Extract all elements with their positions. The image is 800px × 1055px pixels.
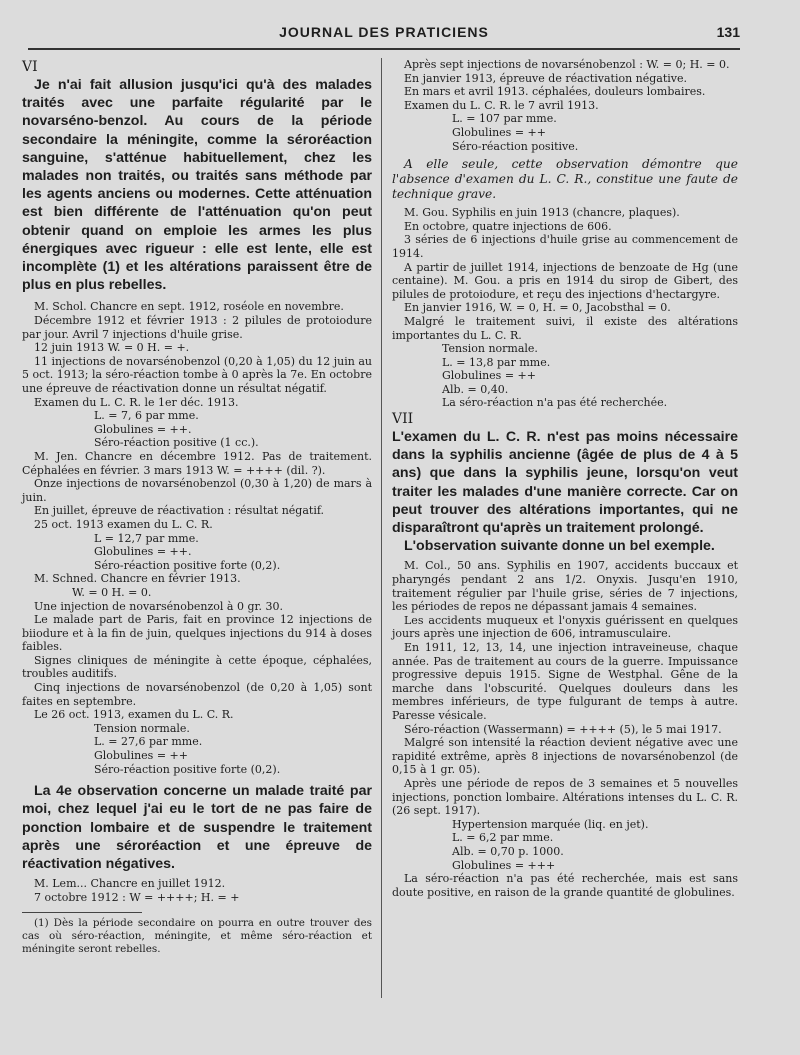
csf-value: L. = 27,6 par mme. bbox=[94, 735, 203, 749]
case-line: M. Col., 50 ans. Syphilis en 1907, accidents buccaux et pharyngés pendant 2 ans 1/2. Onyxis. Jusqu'en 1910, traitement régulier par l'huile grise, séries de 7 injections, les périodes de repos ne dépassant jamais 4 semaines. bbox=[392, 559, 738, 614]
case-line: Une injection de novarsénobenzol à 0 gr. 30. bbox=[34, 599, 284, 613]
fourth-observation-paragraph: La 4e observation concerne un malade traité par moi, chez lequel j'ai eu le tort de ne pas faire de ponction lombaire et de suspendre le traitement après une séroréaction et une épreuve de réactivation négatives. bbox=[22, 783, 372, 873]
case-line: En 1911, 12, 13, 14, une injection intraveineuse, chaque année. Pas de traitement au cours de la guerre. Impuissance progressive depuis 1915. Signe de Westphal. Gêne de la marche dans l'obscurité. Quelques douleurs dans les membres inférieurs, de type fulgurant de temps à autre. Paresse vésicale. bbox=[392, 641, 738, 723]
case-line: Malgré le traitement suivi, il existe des altérations importantes du L. C. R. bbox=[392, 314, 738, 342]
case-line: 12 juin 1913 W. = 0 H. = +. bbox=[34, 341, 190, 355]
case-line: Séro-réaction (Wassermann) = ++++ (5), le 5 mai 1917. bbox=[404, 722, 722, 736]
csf-value: L. = 13,8 par mme. bbox=[442, 355, 551, 369]
case-line: M. Jen. Chancre en décembre 1912. Pas de traitement. Céphalées en février. 3 mars 1913 W. = ++++ (dil. ?). bbox=[22, 449, 372, 477]
case-line: M. Gou. Syphilis en juin 1913 (chancre, plaques). bbox=[404, 206, 680, 220]
observation-conclusion: A elle seule, cette observation démontre que l'absence d'examen du L. C. R., constitue une faute de technique grave. bbox=[392, 157, 738, 202]
column-divider bbox=[381, 58, 382, 998]
csf-value: Hypertension marquée (liq. en jet). bbox=[452, 817, 649, 831]
csf-value: La séro-réaction n'a pas été recherchée. bbox=[442, 396, 668, 410]
case-line: Cinq injections de novarsénobenzol (de 0,20 à 1,05) sont faites en septembre. bbox=[22, 681, 372, 708]
csf-value: W. = 0 H. = 0. bbox=[72, 585, 152, 599]
section-vii-intro: L'examen du L. C. R. n'est pas moins nécessaire dans la syphilis ancienne (âgée de plus de 4 à 5 ans) que dans la syphilis jeune, lorsqu'on veut traiter les malades d'une manière correcte. Car on peut trouver des altérations importantes, qui ne disparaîtront qu'après un traitement prolongé. bbox=[392, 429, 738, 537]
case-line: Malgré son intensité la réaction devient négative avec une rapidité extrême, après 8 injections de novarsénobenzol (de 0,15 à 1 gr. 05). bbox=[392, 736, 738, 777]
csf-value: Tension normale. bbox=[94, 721, 190, 735]
csf-value: Globulines = ++ bbox=[442, 369, 536, 383]
case-line: Signes cliniques de méningite à cette époque, céphalées, troubles auditifs. bbox=[22, 653, 372, 681]
section-numeral-vii: VII bbox=[392, 411, 414, 428]
case-line: Le 26 oct. 1913, examen du L. C. R. bbox=[34, 708, 234, 722]
footnote: (1) Dès la période secondaire on pourra en outre trouver des cas où séro-réaction, méningite, et même séro-réaction et méningite seront rebelles. bbox=[22, 917, 372, 956]
case-line: Le malade part de Paris, fait en province 12 injections de biiodure et à la fin de juin, quelques injections du 914 à doses faibles. bbox=[22, 613, 372, 654]
csf-value: Séro-réaction positive (1 cc.). bbox=[94, 436, 259, 450]
csf-value: Tension normale. bbox=[442, 342, 538, 356]
case-line: 11 injections de novarsénobenzol (0,20 à 1,05) du 12 juin au 5 oct. 1913; la séro-réaction tombe à 0 après la 7e. En octobre une épreuve de réactivation donne un résultat négatif. bbox=[22, 354, 372, 395]
csf-value: Séro-réaction positive forte (0,2). bbox=[94, 558, 281, 572]
page-number: 131 bbox=[716, 24, 740, 40]
case-line: En octobre, quatre injections de 606. bbox=[404, 219, 612, 233]
case-line: A partir de juillet 1914, injections de benzoate de Hg (une centaine). M. Gou. a pris en 1914 du sirop de Gibert, des pilules de protoiodure, et reçu des injections d'hectargyre. bbox=[392, 260, 738, 301]
case-line: Onze injections de novarsénobenzol (0,30 à 1,20) de mars à juin. bbox=[22, 477, 372, 504]
section-vi-intro: Je n'ai fait allusion jusqu'ici qu'à des malades traités avec une parfaite régularité par le novarséno-benzol. Au cours de la période secondaire la méningite, comme la séroréaction sanguine, s'atténue habituellement, chez les malades non traités, ou traités sans méthode par les agents anciens ou modernes. Cette atténuation est bien différente de l'atténuation qu'on peut obtenir quand on emploie les armes les plus énergiques avec rigueur : elle est lente, elle est incomplète (1) et les altérations paraissent être de plus en plus rebelles. bbox=[22, 77, 372, 294]
section-numeral-vi: VI bbox=[22, 59, 38, 75]
header-rule bbox=[28, 48, 740, 50]
csf-value: Séro-réaction positive forte (0,2). bbox=[94, 762, 281, 776]
case-line: 3 séries de 6 injections d'huile grise au commencement de 1914. bbox=[392, 233, 738, 260]
left-column bbox=[22, 58, 372, 956]
case-line: M. Lem... Chancre en juillet 1912. bbox=[34, 877, 226, 891]
case-line: Les accidents muqueux et l'onyxis guérissent en quelques jours après une injection de 606, intramusculaire. bbox=[392, 613, 738, 641]
csf-value: L. = 6,2 par mme. bbox=[452, 831, 554, 845]
case-line: Après une période de repos de 3 semaines et 5 nouvelles injections, ponction lombaire. Altérations intenses du L. C. R. (26 sept. 1917). bbox=[392, 776, 738, 818]
section-vii-intro-2: L'observation suivante donne un bel exemple. bbox=[404, 538, 715, 555]
case-line: En janvier 1916, W. = 0, H. = 0, Jacobsthal = 0. bbox=[404, 301, 671, 315]
running-header bbox=[28, 24, 740, 46]
journal-title: JOURNAL DES PRATICIENS bbox=[279, 24, 489, 40]
case-line: 25 oct. 1913 examen du L. C. R. bbox=[34, 517, 213, 531]
csf-value: Globulines = ++ bbox=[94, 749, 188, 763]
right-column bbox=[392, 58, 738, 899]
case-line: La séro-réaction n'a pas été recherchée, mais est sans doute positive, en raison de la grande quantité de globulines. bbox=[392, 872, 738, 899]
footnote-rule bbox=[22, 912, 142, 913]
case-line: Examen du L. C. R. le 7 avril 1913. bbox=[404, 98, 599, 112]
csf-value: L = 12,7 par mme. bbox=[94, 531, 199, 545]
csf-value: Séro-réaction positive. bbox=[452, 139, 579, 153]
case-line: Après sept injections de novarsénobenzol : W. = 0; H. = 0. bbox=[404, 58, 730, 71]
case-line: M. Schol. Chancre en sept. 1912, roséole en novembre. bbox=[34, 300, 344, 314]
csf-value: Globulines = ++. bbox=[94, 545, 192, 559]
csf-value: Globulines = ++ bbox=[452, 125, 546, 139]
csf-value: Globulines = ++. bbox=[94, 422, 192, 436]
case-line: En janvier 1913, épreuve de réactivation négative. bbox=[404, 71, 688, 85]
case-line: En juillet, épreuve de réactivation : résultat négatif. bbox=[34, 504, 325, 518]
csf-value: L. = 7, 6 par mme. bbox=[94, 409, 199, 423]
case-line: 7 octobre 1912 : W = ++++; H. = + bbox=[34, 890, 240, 904]
case-line: En mars et avril 1913. céphalées, douleurs lombaires. bbox=[404, 85, 706, 99]
csf-value: Alb. = 0,40. bbox=[442, 382, 509, 396]
csf-value: Alb. = 0,70 p. 1000. bbox=[452, 844, 564, 858]
csf-value: Globulines = +++ bbox=[452, 858, 556, 872]
case-line: Décembre 1912 et février 1913 : 2 pilules de protoiodure par jour. Avril 7 injections d'huile grise. bbox=[22, 314, 372, 341]
case-line: Examen du L. C. R. le 1er déc. 1913. bbox=[34, 395, 239, 409]
csf-value: L. = 107 par mme. bbox=[452, 112, 557, 126]
case-line: M. Schned. Chancre en février 1913. bbox=[34, 572, 241, 586]
